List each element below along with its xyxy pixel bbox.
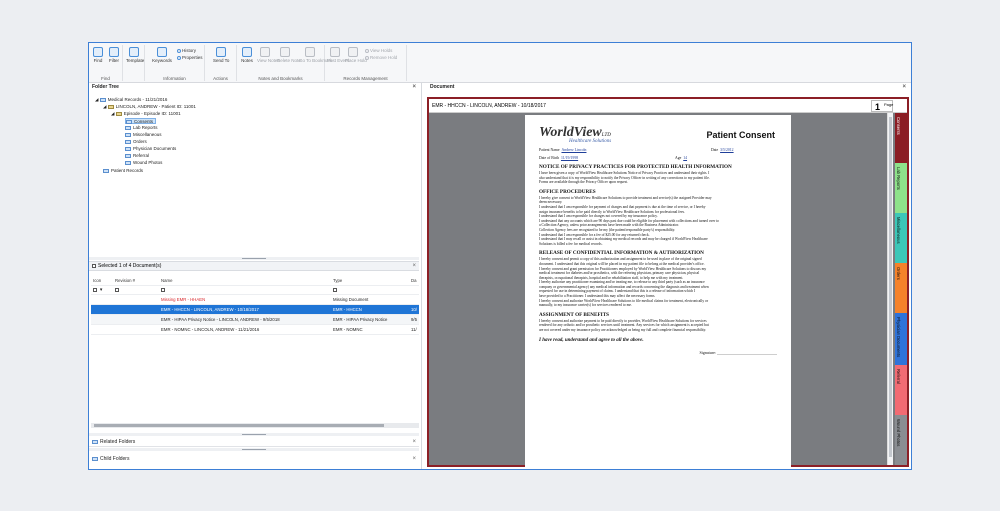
section-line: a Collection Agency, unless prior arrangements have been made with the Business Administrator. bbox=[539, 223, 679, 228]
tree-node-wound-photos[interactable]: Wound Photos bbox=[125, 160, 162, 166]
tab-miscellaneous[interactable]: Miscellaneous bbox=[895, 213, 907, 263]
type-cell: EMR - NOMNC bbox=[331, 324, 409, 334]
tree-node-referral[interactable]: Referral bbox=[125, 153, 149, 159]
ribbon-group-actions bbox=[205, 45, 237, 81]
filter-cell[interactable]: ▼ bbox=[91, 285, 113, 294]
consent-section bbox=[539, 250, 777, 308]
ribbon-group-notes bbox=[237, 45, 333, 81]
app-window bbox=[88, 42, 912, 470]
dob-field: Date of Birth 11/19/1998 Age 14 bbox=[539, 156, 688, 160]
child-folders-icon bbox=[92, 457, 98, 461]
column-header-name[interactable]: Name bbox=[159, 277, 331, 285]
post-event-button[interactable]: Post Event bbox=[327, 47, 343, 63]
tab-orders[interactable]: Orders bbox=[895, 263, 907, 313]
section-title: NOTICE OF PRIVACY PRACTICES FOR PROTECTED HEALTH INFORMATION bbox=[539, 164, 732, 170]
section-line: company or governmental agency) any medical information and records concerning the diagnosis and treatment when bbox=[539, 284, 709, 289]
type-cell: EMR - HIPAA Privacy Notice bbox=[331, 314, 409, 324]
revision-cell bbox=[113, 294, 159, 304]
section-line: I understand that I am responsible for charges not covered by my insurance policy. bbox=[539, 214, 658, 219]
filter-cell[interactable] bbox=[409, 285, 419, 294]
close-icon[interactable]: × bbox=[412, 263, 416, 269]
revision-cell bbox=[113, 314, 159, 324]
folder-icon bbox=[125, 154, 131, 158]
tab-wound-photos[interactable]: Wound Photos bbox=[895, 415, 907, 465]
documents-title: Selected 1 of 4 Document(s) bbox=[98, 263, 162, 269]
section-line: I understand that I am responsible for a fee of $25.00 for any returned check. bbox=[539, 232, 650, 237]
section-line: also understand that it is my responsibility to notify the Privacy Officer in writing of any corrections to my patient file. bbox=[539, 175, 710, 180]
folder-icon bbox=[126, 120, 132, 124]
patient-name-value: Andrew Lincoln bbox=[561, 148, 587, 152]
page-number: 1 bbox=[875, 102, 881, 112]
name-cell: EMR - HIPAA Privacy Notice - LINCOLN, ANDREW - 9/5/2018 bbox=[159, 314, 331, 324]
notes-icon bbox=[242, 47, 252, 57]
section-line: I hereby authorize any practitioner examining and/or treating me, to release to any third party (such as an insurance bbox=[539, 280, 705, 285]
properties-button[interactable]: Properties bbox=[177, 55, 203, 61]
remove-hold-button[interactable]: Remove Hold bbox=[365, 55, 397, 61]
section-line: are not covered under my insurance policy are acknowledged as being my full and complete financial responsibility. bbox=[539, 328, 707, 333]
filter-checkbox[interactable] bbox=[161, 288, 165, 292]
view-holds-icon bbox=[365, 49, 369, 53]
template-button[interactable]: Template bbox=[126, 47, 142, 63]
section-line: medical treatment for diabetes and/or prosthetics, with the referring physician, primary care physician, physical bbox=[539, 271, 700, 276]
tab-referral[interactable]: Referral bbox=[895, 365, 907, 415]
view-notes-button[interactable]: View Notes bbox=[257, 47, 273, 63]
view-notes-icon bbox=[260, 47, 270, 57]
date-field: Date 3/5/2012 bbox=[711, 148, 734, 152]
ribbon-group-records bbox=[325, 45, 407, 81]
ribbon-group-template bbox=[123, 45, 145, 81]
grip-icon bbox=[242, 434, 266, 435]
template-icon bbox=[129, 47, 139, 57]
scrollbar-thumb[interactable] bbox=[889, 117, 892, 457]
documents-grid bbox=[91, 277, 419, 335]
section-line: I hereby consent and grant permission for Practitioners employed by WorldView Healthcare Solutions to discuss my bbox=[539, 266, 707, 271]
tree-node-orders[interactable]: Orders bbox=[125, 139, 147, 145]
tab-lab-reports[interactable]: Lab Reports bbox=[895, 163, 907, 213]
related-folders-icon bbox=[92, 440, 98, 444]
name-cell: EMR - HHCCN - LINCOLN, ANDREW - 10/18/2017 bbox=[159, 304, 331, 314]
find-button[interactable]: Find bbox=[90, 47, 106, 63]
delete-note-button[interactable]: Delete Note bbox=[277, 47, 293, 63]
folder-icon bbox=[125, 147, 131, 151]
vertical-scrollbar[interactable] bbox=[887, 113, 893, 465]
folder-tree-title: Folder Tree bbox=[92, 84, 119, 90]
close-icon[interactable]: × bbox=[412, 456, 416, 462]
section-line: deem necessary. bbox=[539, 200, 563, 205]
tree-node-consents[interactable]: Consents bbox=[125, 118, 156, 124]
section-title: OFFICE PROCEDURES bbox=[539, 188, 596, 195]
document-title-bar bbox=[429, 99, 907, 113]
date-cell: 9/5 bbox=[409, 314, 419, 324]
history-button[interactable]: History bbox=[177, 48, 196, 54]
place-hold-icon bbox=[348, 47, 358, 57]
form-heading: Patient Consent bbox=[706, 130, 775, 140]
ribbon-group-label: Records Management bbox=[343, 76, 388, 81]
signature-line: Signature: ______________________________ bbox=[699, 349, 777, 355]
send-to-button[interactable]: Send To bbox=[213, 47, 229, 63]
filter-checkbox[interactable] bbox=[333, 288, 337, 292]
section-title: ASSIGNMENT OF BENEFITS bbox=[539, 311, 610, 318]
document-page bbox=[525, 115, 791, 467]
close-icon[interactable]: × bbox=[412, 439, 416, 445]
bookmark-icon bbox=[305, 47, 315, 57]
tree-node-patient-records[interactable]: Patient Records bbox=[103, 168, 143, 174]
closing-statement: I have read, understand and agree to all the above. bbox=[539, 337, 644, 343]
tree-node-episode[interactable]: ◢ Episode - Episode ID: 11001 bbox=[111, 111, 181, 116]
folder-icon bbox=[125, 126, 131, 130]
filter-checkbox[interactable] bbox=[93, 288, 97, 292]
logo-subtitle: Healthcare Solutions bbox=[569, 139, 612, 144]
tree-node-physician-documents[interactable]: Physician Documents bbox=[125, 146, 176, 152]
section-line: document. I understand that this original will be placed in my patient file to belong at the medical provider's office. bbox=[539, 261, 705, 266]
remove-hold-icon bbox=[365, 56, 369, 60]
cabinet-icon bbox=[100, 98, 106, 102]
ribbon-toolbar bbox=[89, 43, 911, 83]
horizontal-scrollbar[interactable] bbox=[91, 423, 419, 428]
column-header-icon[interactable]: Icon bbox=[91, 277, 113, 285]
section-line: I understand that I may recall or assist in obtaining my medical records and may be charged if WorldView Healthcare bbox=[539, 237, 708, 242]
documents-header bbox=[89, 261, 419, 271]
related-folders-header[interactable]: Related Folders × bbox=[89, 438, 419, 447]
row-icon-cell bbox=[91, 304, 113, 314]
splitter-handle[interactable] bbox=[89, 257, 419, 260]
consent-section bbox=[539, 164, 777, 185]
folder-icon bbox=[125, 161, 131, 165]
tab-consents[interactable]: Consents bbox=[895, 113, 907, 163]
select-all-checkbox[interactable] bbox=[92, 264, 96, 268]
ribbon-group-find bbox=[89, 45, 123, 81]
keywords-button[interactable]: Keywords bbox=[151, 47, 173, 63]
view-holds-button[interactable]: View Holds bbox=[365, 48, 392, 54]
person-icon bbox=[108, 105, 114, 109]
splitter-handle[interactable] bbox=[89, 433, 419, 436]
column-header-type[interactable]: Type bbox=[331, 277, 409, 285]
folder-icon bbox=[125, 133, 131, 137]
section-title: RELEASE OF CONFIDENTIAL INFORMATION & AUTHORIZATION bbox=[539, 250, 704, 257]
filter-button[interactable]: Filter bbox=[106, 47, 122, 63]
type-cell: EMR - HHCCN bbox=[331, 304, 409, 314]
grid-header-row bbox=[91, 277, 419, 285]
tree-node-patient[interactable]: ◢ LINCOLN, ANDREW - Patient ID: 11001 bbox=[103, 104, 196, 109]
dob-value: 11/19/1998 bbox=[560, 156, 579, 160]
document-frame bbox=[427, 97, 909, 467]
table-row[interactable] bbox=[91, 314, 419, 324]
section-line: I understand that any accounts which are 90 days past due could be eligible for placement with collections and turned over to bbox=[539, 218, 719, 223]
row-icon-cell bbox=[91, 314, 113, 324]
age-field: Age 14 bbox=[675, 156, 688, 160]
date-cell: 10/ bbox=[409, 304, 419, 314]
table-row[interactable] bbox=[91, 304, 419, 314]
properties-icon bbox=[177, 56, 181, 60]
section-line: I hereby give consent to WorldView Healthcare Solutions to provide treatment and service(s) the assigned Provider may bbox=[539, 195, 712, 200]
filter-icon bbox=[109, 47, 119, 57]
post-event-icon bbox=[330, 47, 340, 57]
folder-icon bbox=[103, 169, 109, 173]
scrollbar-thumb[interactable] bbox=[94, 424, 384, 427]
section-line: rendered for any orthotic and/or prosthetic services until treatment. Any services for which assignment is accepted but bbox=[539, 323, 709, 328]
ribbon-group-label: Find bbox=[101, 76, 110, 81]
page-indicator[interactable] bbox=[871, 100, 893, 112]
section-line: manually, to my insurance carrier(s) for services rendered to me. bbox=[539, 303, 632, 308]
tree-node-medical-records[interactable]: ◢ Medical Records - 11/21/2016 bbox=[95, 97, 168, 102]
pane-divider[interactable] bbox=[421, 83, 422, 470]
section-line: I have been given a copy of WorldView Healthcare Solutions Notice of Privacy Practices and understand their rights. I bbox=[539, 171, 710, 175]
section-line: requested for use in determining payment of claims. I understand that this is a release of information which I bbox=[539, 289, 696, 294]
folder-tabs bbox=[895, 113, 907, 465]
go-to-bookmark-button[interactable]: Go To Bookmark bbox=[299, 47, 321, 63]
find-icon bbox=[93, 47, 103, 57]
ribbon-group-label: Information bbox=[163, 76, 186, 81]
grid-filter-row bbox=[91, 285, 419, 294]
ribbon-group-label: Notes and Bookmarks bbox=[258, 76, 303, 81]
revision-cell bbox=[113, 304, 159, 314]
name-cell: Missing EMR - HHAEN bbox=[159, 294, 331, 304]
close-icon[interactable]: × bbox=[412, 84, 416, 90]
section-line: have provided to a Practitioner. I understand this may affect the necessary forms. bbox=[539, 294, 656, 299]
delete-note-icon bbox=[280, 47, 290, 57]
section-line: I hereby consent and authorize payment to be paid directly to provider, WorldView Healthcare Solutions for services bbox=[539, 318, 707, 323]
filter-cell[interactable] bbox=[331, 285, 409, 294]
section-line: Collection Agency fees are recognized to be my (the patient/responsible party's) responsibility. bbox=[539, 227, 676, 232]
section-line: Forms are available through the Privacy Officer upon request. bbox=[539, 180, 629, 185]
ribbon-group-label: Actions bbox=[213, 76, 228, 81]
date-value: 3/5/2012 bbox=[720, 148, 734, 152]
date-cell bbox=[409, 294, 419, 304]
filter-checkbox[interactable] bbox=[115, 288, 119, 292]
close-icon[interactable]: × bbox=[902, 84, 906, 90]
document-viewer bbox=[427, 91, 909, 467]
consent-section bbox=[539, 189, 777, 247]
tree-node-lab-reports[interactable]: Lab Reports bbox=[125, 125, 158, 131]
filter-cell[interactable] bbox=[159, 285, 331, 294]
row-icon-cell bbox=[91, 294, 113, 304]
column-header-date[interactable]: Da bbox=[409, 277, 419, 285]
grip-icon bbox=[242, 258, 266, 259]
keywords-icon bbox=[157, 47, 167, 57]
date-cell: 11/ bbox=[409, 324, 419, 334]
notes-button[interactable]: Notes bbox=[239, 47, 255, 63]
filter-cell[interactable] bbox=[113, 285, 159, 294]
place-hold-button[interactable]: Place Hold bbox=[345, 47, 361, 63]
table-row[interactable] bbox=[91, 324, 419, 334]
history-icon bbox=[177, 49, 181, 53]
section-line: I understand that I am responsible for payment of charges and that payment is due at the time of service, or I hereby bbox=[539, 204, 706, 209]
row-icon-cell bbox=[91, 324, 113, 334]
splitter-handle[interactable] bbox=[89, 448, 419, 451]
tab-physician-documents[interactable]: Physician Documents bbox=[895, 313, 907, 365]
section-line: I hereby consent and permit a copy of this authorization and assignment to be used in place of the original signed bbox=[539, 257, 702, 262]
section-line: therapists, occupational therapists, hospital and/or rehabilitation staff, to help me with my treatment. bbox=[539, 275, 684, 280]
section-line: assign insurance benefits to be paid directly to WorldView Healthcare Solutions for professional fees. bbox=[539, 209, 685, 214]
folder-icon bbox=[116, 112, 122, 116]
document-panel-title: Document bbox=[430, 84, 455, 90]
consent-section bbox=[539, 312, 777, 333]
grip-icon bbox=[242, 449, 266, 450]
tree-node-miscellaneous[interactable]: Miscellaneous bbox=[125, 132, 162, 138]
revision-cell bbox=[113, 324, 159, 334]
logo-text: WorldView bbox=[539, 125, 602, 140]
patient-name-field: Patient Name Andrew Lincoln Date 3/5/2012 bbox=[539, 148, 734, 152]
column-header-revision[interactable]: Revision # bbox=[113, 277, 159, 285]
send-icon bbox=[216, 47, 226, 57]
age-value: 14 bbox=[683, 156, 688, 160]
section-line: I hereby consent and authorize WorldView Healthcare Solutions to file medical claims for treatment, electronically or bbox=[539, 298, 709, 303]
table-row[interactable] bbox=[91, 294, 419, 304]
section-line: Solutions is billed a fee for medical records. bbox=[539, 241, 603, 246]
logo-suffix: LTD bbox=[601, 133, 611, 138]
name-cell: EMR - NOMNC - LINCOLN, ANDREW - 11/21/2016 bbox=[159, 324, 331, 334]
ribbon-group-information bbox=[145, 45, 205, 81]
page-label: Page bbox=[884, 102, 894, 107]
folder-icon bbox=[125, 140, 131, 144]
document-title: EMR - HHCCN - LINCOLN, ANDREW - 10/18/2017 bbox=[432, 103, 546, 109]
type-cell: Missing Document bbox=[331, 294, 409, 304]
child-folders-header[interactable]: Child Folders × bbox=[89, 455, 419, 464]
